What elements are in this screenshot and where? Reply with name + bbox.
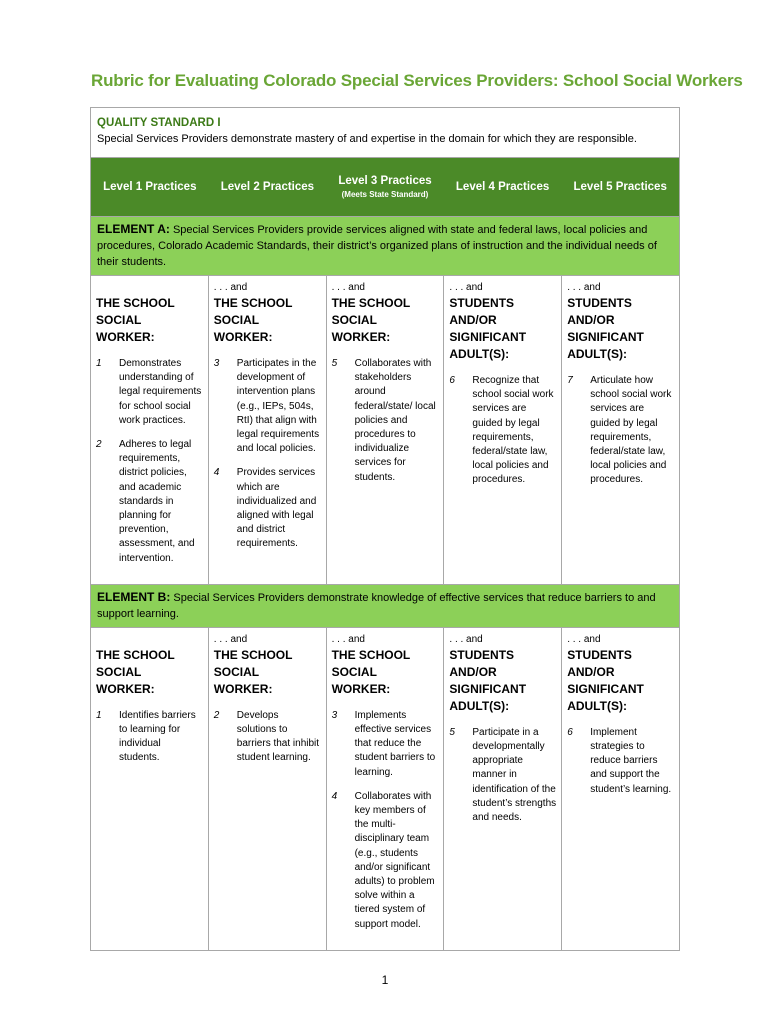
practice-list (449, 726, 556, 825)
and-connector: . . . and (567, 282, 601, 293)
element-text: Special Services Providers demonstrate knowledge of effective services that reduce barriers to and support learning. (97, 591, 656, 620)
element-label: ELEMENT A: (97, 222, 170, 236)
level-sublabel: (Meets State Standard) (341, 190, 429, 199)
levels-header (91, 157, 679, 216)
rubric-table (90, 107, 680, 951)
practice-list (567, 374, 674, 488)
practice-item (96, 709, 203, 766)
and-connector: . . . and (567, 633, 601, 645)
column-heading: STUDENTS AND/OR SIGNIFICANT ADULT(S): (449, 647, 527, 713)
and-connector: . . . and (449, 633, 483, 645)
level-1-header (91, 158, 209, 216)
practice-number: 2 (213, 709, 220, 721)
practice-text: Develops solutions to barriers that inhibit student learning. (236, 709, 320, 764)
column-heading: THE SCHOOL SOCIAL WORKER: (331, 647, 411, 696)
practice-text: Collaborates with stakeholders around federal/state/ local policies and procedures to individualize services for students. (354, 358, 436, 483)
and-connector: . . . and (331, 633, 365, 645)
practice-text: Implement strategies to reduce barriers and support the student’s learning. (590, 726, 672, 795)
level-label: Level 2 Practices (220, 181, 315, 193)
practice-number: 4 (213, 467, 220, 479)
practice-item (567, 726, 674, 797)
document-title: Rubric for Evaluating Colorado Special Services Providers: School Social Workers (91, 71, 743, 90)
practice-list (214, 357, 321, 552)
level-3-header (326, 158, 444, 216)
column-heading: THE SCHOOL SOCIAL WORKER: (96, 296, 175, 344)
quality-standard-title: QUALITY STANDARD I (97, 117, 221, 129)
and-connector: . . . and (449, 282, 483, 293)
element-band (91, 216, 679, 276)
practice-item (567, 374, 674, 488)
level-5-column (561, 628, 679, 950)
level-1-column (91, 276, 208, 584)
practice-list (332, 357, 439, 485)
column-heading: STUDENTS AND/OR SIGNIFICANT ADULT(S): (449, 296, 527, 361)
level-3-column (326, 276, 444, 584)
practice-text: Identifies barriers to learning for individual students. (119, 709, 196, 764)
element-label: ELEMENT B: (97, 589, 171, 604)
practice-list (449, 374, 556, 488)
practice-number: 3 (213, 358, 220, 369)
column-heading: THE SCHOOL SOCIAL WORKER: (213, 647, 293, 696)
practice-number: 7 (567, 375, 573, 386)
level-5-header (561, 158, 679, 216)
and-connector (96, 632, 203, 647)
level-2-header (209, 158, 327, 216)
level-4-column (443, 276, 561, 584)
and-connector: . . . and (331, 282, 365, 293)
practice-item (96, 357, 203, 428)
practice-item (96, 438, 203, 566)
practice-text: Collaborates with key members of the multi-disciplinary team (e.g., students and/or significant adults) to problem solve within a tiered system of support model. (354, 790, 435, 930)
column-heading: THE SCHOOL SOCIAL WORKER: (331, 296, 411, 344)
column-heading: STUDENTS AND/OR SIGNIFICANT ADULT(S): (567, 647, 644, 713)
practice-item (214, 466, 321, 551)
practice-text: Implements effective services that reduce the student barriers to learning. (354, 709, 436, 778)
practice-number: 1 (96, 709, 102, 721)
practice-number: 1 (96, 358, 102, 369)
element-grid (91, 628, 679, 950)
element-text: Special Services Providers provide services aligned with state and federal laws, local policies and procedures, Colorado Academic Standards, their district’s organized plans of instruction and the individual needs of their students. (97, 224, 657, 268)
level-label: Level 5 Practices (573, 181, 667, 193)
level-2-column (208, 276, 326, 584)
practice-text: Adheres to legal requirements, district policies, and academic standards in planning for prevention, assessment, and intervention. (119, 439, 195, 564)
practice-item (214, 357, 321, 456)
element-grid (91, 276, 679, 584)
practice-item (332, 790, 439, 932)
level-2-column (208, 628, 326, 950)
practice-number: 6 (567, 726, 573, 738)
page-number: 1 (381, 973, 389, 987)
level-label: Level 1 Practices (103, 181, 197, 193)
column-heading: STUDENTS AND/OR SIGNIFICANT ADULT(S): (567, 296, 644, 361)
practice-item (214, 709, 321, 766)
and-connector: . . . and (213, 633, 248, 645)
practice-item (332, 357, 439, 485)
practice-text: Participate in a developmentally appropriate manner in identification of the student’s strengths and needs. (472, 726, 557, 824)
and-connector: . . . and (213, 282, 248, 293)
practice-text: Articulate how school social work services are guided by legal requirements, federal/state law, local policies and procedures. (590, 375, 672, 486)
column-heading: THE SCHOOL SOCIAL WORKER: (213, 296, 293, 344)
practice-item (449, 726, 556, 825)
level-5-column (561, 276, 679, 584)
practice-list (96, 709, 203, 766)
practice-number: 6 (449, 375, 455, 386)
level-1-column (91, 628, 208, 950)
practice-number: 2 (96, 439, 102, 451)
practice-number: 4 (331, 790, 338, 802)
element-band (91, 584, 679, 628)
practice-text: Participates in the development of intervention plans (e.g., IEPs, 504s, RtI) that align with legal requirements and local policies. (236, 358, 320, 455)
practice-list (567, 726, 674, 797)
practice-number: 5 (449, 726, 455, 738)
practice-list (96, 357, 203, 566)
quality-standard-text: Special Services Providers demonstrate mastery of and expertise in the domain for which they are responsible. (97, 133, 637, 145)
practice-item (332, 709, 439, 780)
practice-list (214, 709, 321, 766)
level-4-column (443, 628, 561, 950)
practice-number: 5 (331, 358, 338, 369)
level-label: Level 3 Practices (338, 175, 432, 187)
practice-text: Recognize that school social work services are guided by legal requirements, federal/state law, local policies and procedures. (472, 375, 554, 486)
column-heading: THE SCHOOL SOCIAL WORKER: (96, 647, 175, 696)
practice-list (332, 709, 439, 932)
level-label: Level 4 Practices (455, 181, 550, 193)
practice-number: 3 (331, 709, 338, 721)
quality-standard (91, 108, 679, 157)
practice-text: Provides services which are individualized and aligned with legal and district requirements. (236, 467, 317, 550)
practice-text: Demonstrates understanding of legal requirements for school social work practices. (119, 358, 202, 426)
level-4-header (444, 158, 562, 216)
practice-item (449, 374, 556, 488)
level-3-column (326, 628, 444, 950)
and-connector (96, 280, 203, 295)
elements-container (91, 216, 679, 950)
